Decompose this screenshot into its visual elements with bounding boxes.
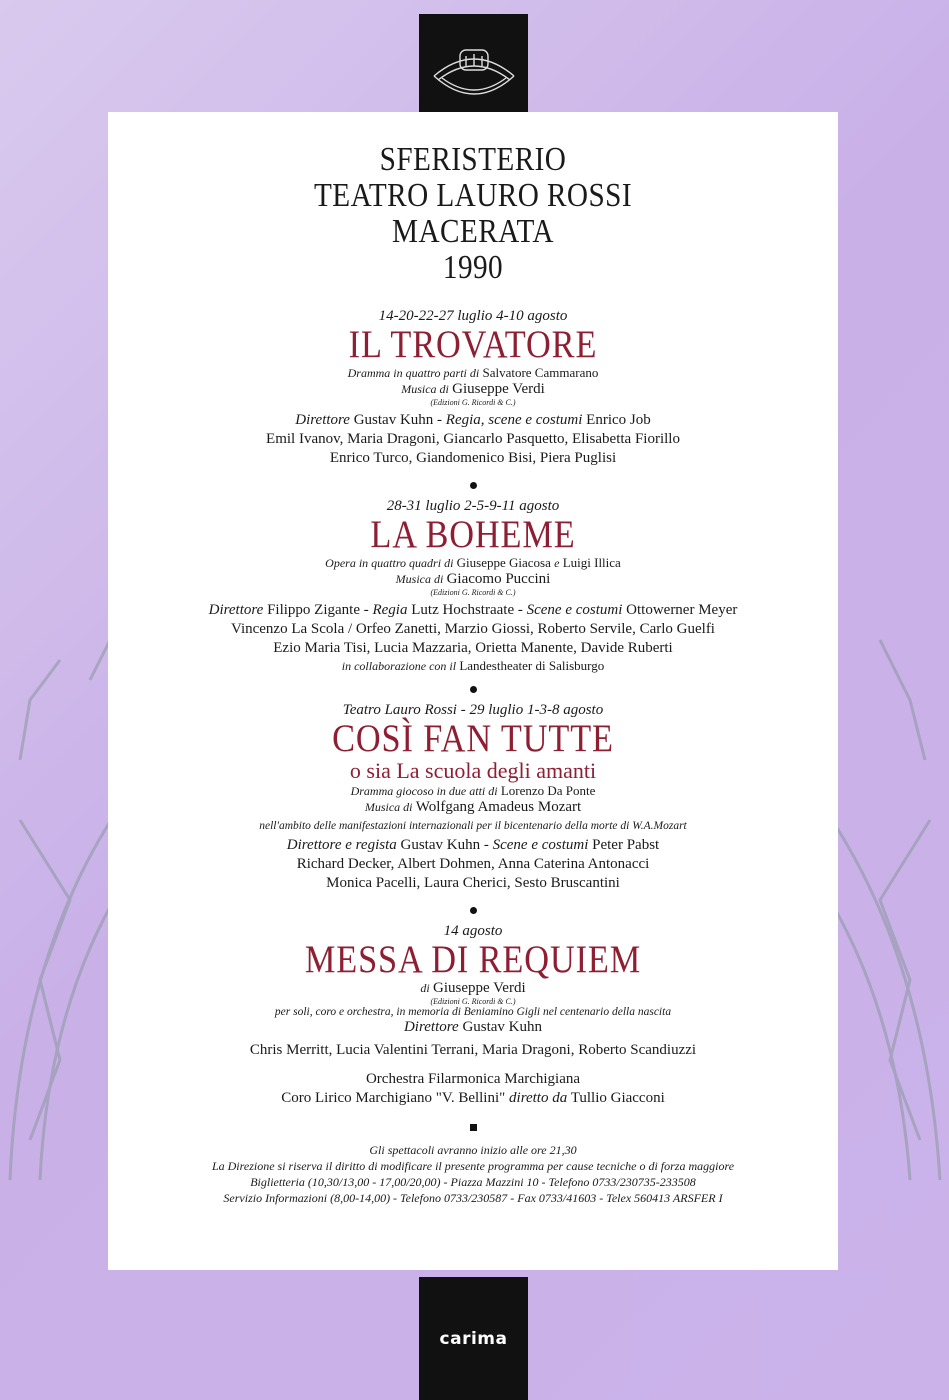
cosi-title: COSÌ FAN TUTTE xyxy=(332,717,614,760)
cosi-dates: Teatro Lauro Rossi - 29 luglio 1-3-8 agosto xyxy=(342,702,604,718)
trovatore-composer: Musica di Giuseppe Verdi xyxy=(401,381,545,397)
header-line-2: TEATRO LAURO ROSSI xyxy=(313,177,633,214)
boheme-cast-1: Vincenzo La Scola / Orfeo Zanetti, Marzio Giossi, Roberto Servile, Carlo Guelfi xyxy=(231,621,715,637)
requiem-dates: 14 agosto xyxy=(443,923,503,939)
poster-content xyxy=(108,112,838,1206)
boheme-cast-2: Ezio Maria Tisi, Lucia Mazzaria, Orietta Manente, Davide Ruberti xyxy=(273,640,673,656)
trovatore-edition: (Edizioni G. Ricordi & C.) xyxy=(430,398,516,407)
requiem-edition: (Edizioni G. Ricordi & C.) xyxy=(430,997,516,1006)
trovatore-dates: 14-20-22-27 luglio 4-10 agosto xyxy=(378,308,568,324)
arena-logo-icon xyxy=(428,28,520,112)
trovatore-direction: Direttore Gustav Kuhn - Regia, scene e costumi Enrico Job xyxy=(295,412,651,428)
requiem-cast: Chris Merritt, Lucia Valentini Terrani, Maria Dragoni, Roberto Scandiuzzi xyxy=(249,1042,697,1058)
sponsor-name: carima xyxy=(439,1328,508,1349)
boheme-title: LA BOHEME xyxy=(370,513,576,556)
cosi-direction: Direttore e regista Gustav Kuhn - Scene e costumi Peter Pabst xyxy=(286,837,660,853)
separator-dot xyxy=(470,686,477,693)
boheme-edition: (Edizioni G. Ricordi & C.) xyxy=(430,588,516,597)
trovatore-cast-1: Emil Ivanov, Maria Dragoni, Giancarlo Pasquetto, Elisabetta Fiorillo xyxy=(266,431,680,447)
cosi-subtitle: o sia La scuola degli amanti xyxy=(349,758,597,783)
separator-square xyxy=(470,1124,477,1131)
requiem-orchestra: Orchestra Filarmonica Marchigiana xyxy=(365,1071,581,1087)
footer-disclaimer: La Direzione si riserva il diritto di modificare il presente programma per cause tecniche o di forza maggiore xyxy=(211,1159,735,1173)
footer-start-time: Gli spettacoli avranno inizio alle ore 21,30 xyxy=(369,1143,577,1157)
boheme-dates: 28-31 luglio 2-5-9-11 agosto xyxy=(386,498,560,514)
boheme-librettist: Opera in quattro quadri di Giuseppe Giacosa e Luigi Illica xyxy=(325,555,621,570)
cosi-note: nell'ambito delle manifestazioni internazionali per il bicentenario della morte di W.A.Mozart xyxy=(259,820,687,832)
footer-box-office: Biglietteria (10,30/13,00 - 17,00/20,00) - Piazza Mazzini 10 - Telefono 0733/230735-233508 xyxy=(250,1175,696,1189)
carima-sponsor-logo xyxy=(419,1277,528,1400)
boheme-collaboration: in collaborazione con il Landestheater di Salisburgo xyxy=(341,658,605,673)
trovatore-cast-2: Enrico Turco, Giandomenico Bisi, Piera Puglisi xyxy=(329,450,617,466)
sferisterio-logo xyxy=(419,14,528,126)
boheme-composer: Musica di Giacomo Puccini xyxy=(395,571,551,587)
requiem-direction: Direttore Gustav Kuhn xyxy=(403,1019,543,1035)
trovatore-librettist: Dramma in quattro parti di Salvatore Cammarano xyxy=(347,365,599,380)
boheme-direction: Direttore Filippo Zigante - Regia Lutz Hochstraate - Scene e costumi Ottowerner Meyer xyxy=(208,602,738,618)
requiem-note: per soli, coro e orchestra, in memoria di Beniamino Gigli nel centenario della nascita xyxy=(274,1006,672,1018)
cosi-librettist: Dramma giocoso in due atti di Lorenzo Da Ponte xyxy=(350,783,596,798)
cosi-composer: Musica di Wolfgang Amadeus Mozart xyxy=(364,799,582,815)
header-year: 1990 xyxy=(442,249,504,286)
separator-dot xyxy=(470,482,477,489)
requiem-title: MESSA DI REQUIEM xyxy=(304,938,642,981)
header-line-1: SFERISTERIO xyxy=(379,141,567,178)
header-line-3: MACERATA xyxy=(392,213,554,250)
requiem-composer: di Giuseppe Verdi xyxy=(420,980,526,996)
requiem-choir: Coro Lirico Marchigiano "V. Bellini" diretto da Tullio Giacconi xyxy=(281,1090,665,1106)
trovatore-title: IL TROVATORE xyxy=(348,323,598,366)
separator-dot xyxy=(470,907,477,914)
cosi-cast-2: Monica Pacelli, Laura Cherici, Sesto Bruscantini xyxy=(326,875,620,891)
cosi-cast-1: Richard Decker, Albert Dohmen, Anna Caterina Antonacci xyxy=(296,856,650,872)
footer-info: Servizio Informazioni (8,00-14,00) - Telefono 0733/230587 - Fax 0733/41603 - Telex 560413 ARSFER I xyxy=(223,1191,723,1205)
